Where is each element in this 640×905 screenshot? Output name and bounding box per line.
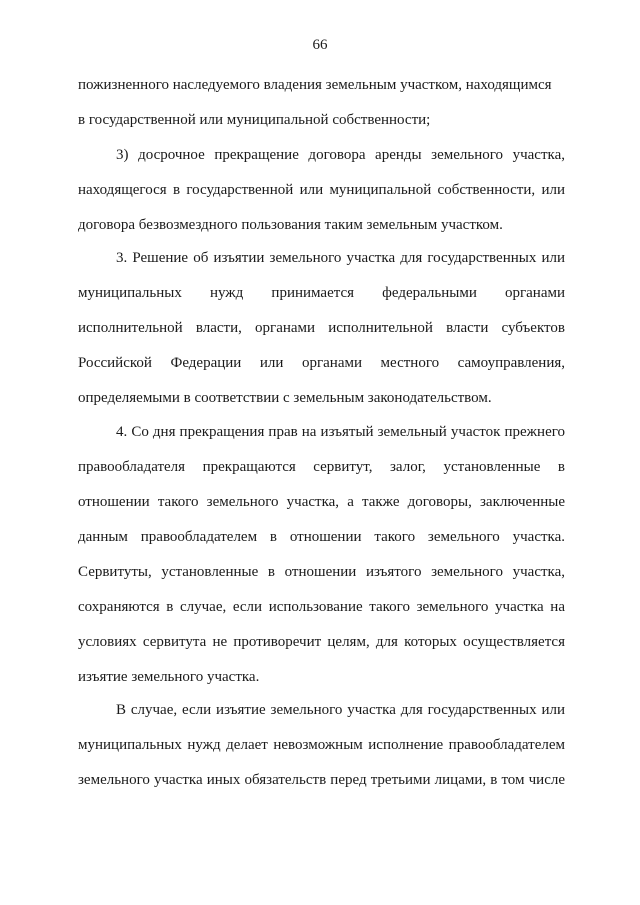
- text-line: Российской Федерации или органами местного самоуправления,: [78, 355, 565, 371]
- page-number: 66: [312, 37, 328, 53]
- text-line: 3) досрочное прекращение договора аренды земельного участка,: [116, 147, 565, 163]
- text-line: исполнительной власти, органами исполнительной власти субъектов: [78, 320, 565, 336]
- text-line: Сервитуты, установленные в отношении изъятого земельного участка,: [78, 564, 565, 580]
- text-line: 4. Со дня прекращения прав на изъятый земельный участок прежнего: [116, 424, 565, 440]
- text-line: муниципальных нужд принимается федеральными органами: [78, 285, 565, 301]
- text-line: условиях сервитута не противоречит целям, для которых осуществляется: [78, 634, 565, 650]
- text-line: правообладателя прекращаются сервитут, залог, установленные в: [78, 459, 565, 475]
- text-line: 3. Решение об изъятии земельного участка для государственных или: [116, 250, 565, 266]
- text-line: в государственной или муниципальной собственности;: [78, 112, 431, 128]
- text-line: пожизненного наследуемого владения земельным участком, находящимся: [78, 77, 552, 93]
- text-line: отношении такого земельного участка, а также договоры, заключенные: [78, 494, 565, 510]
- text-line: муниципальных нужд делает невозможным исполнение правообладателем: [78, 737, 565, 753]
- text-line: изъятие земельного участка.: [78, 669, 260, 685]
- text-line: определяемыми в соответствии с земельным законодательством.: [78, 390, 492, 406]
- text-line: земельного участка иных обязательств перед третьими лицами, в том числе: [78, 772, 565, 788]
- text-line: сохраняются в случае, если использование такого земельного участка на: [78, 599, 565, 615]
- text-line: находящегося в государственной или муниципальной собственности, или: [78, 182, 565, 198]
- text-line: В случае, если изъятие земельного участка для государственных или: [116, 702, 565, 718]
- text-line: договора безвозмездного пользования таким земельным участком.: [78, 217, 503, 233]
- text-line: данным правообладателем в отношении такого земельного участка.: [78, 529, 565, 545]
